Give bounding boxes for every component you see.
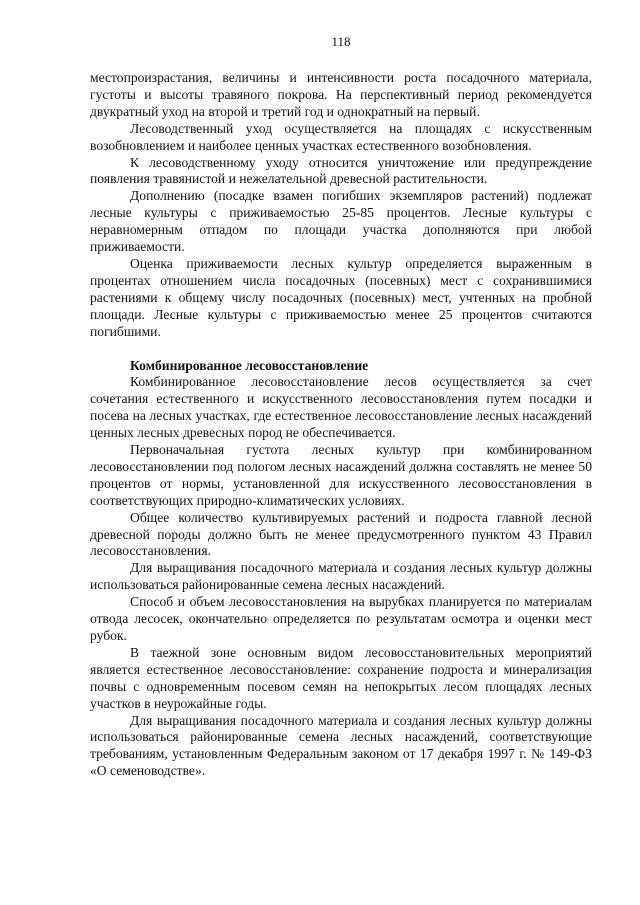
paragraph: Способ и объем лесовосстановления на вырубках планируется по материалам отвода лесосек, окончательно определяется по результатам осмотра и оценки мест рубок. [90,594,592,643]
paragraph: Для выращивания посадочного материала и создания лесных культур должны использоваться районированные семена лесных насаждений. [90,560,592,593]
paragraph: Для выращивания посадочного материала и создания лесных культур должны использоваться районированные семена лесных насаждений, соответствующие требованиям, установленным Федеральным законом от 17 декабря 1997 г. № 149-ФЗ «О семеноводстве». [90,712,592,779]
paragraph: Первоначальная густота лесных культур при комбинированном лесовосстановлении под пологом лесных насаждений должна составлять не менее 50 процентов от нормы, установленной для искусственного лесовосстановления в соответствующих природно-климатических условиях. [90,442,592,508]
document-body [90,70,592,780]
paragraph: Оценка приживаемости лесных культур определяется выраженным в процентах отношением числа посадочных (посевных) мест с сохранившимися растениями к общему числу посадочных (посевных) мест, учтенных на пробной площади. Лесные культуры с приживаемостью менее 25 процентов считаются погибшими. [90,255,592,339]
paragraph: Общее количество культивируемых растений и подроста главной лесной древесной породы должно быть не менее предусмотренного пунктом 43 Правил лесовосстановления. [90,509,592,559]
paragraph: К лесоводственному уходу относится уничтожение или предупреждение появления травянистой и нежелательной древесной растительности. [90,154,592,187]
paragraph: В таежной зоне основным видом лесовосстановительных мероприятий является естественное лесовосстановление: сохранение подроста и минерализация почвы с одновременным посевом семян на непокрытых лесом площадях лесных участков в неурожайные годы. [90,644,592,711]
paragraph: Лесоводственный уход осуществляется на площадях с искусственным возобновлением и наиболее ценных участках естественного возобновления. [90,120,592,153]
paragraph-continuation: местопроизрастания, величины и интенсивности роста посадочного материала, густоты и высоты травяного покрова. На перспективный период рекомендуется двукратный уход на второй и третий год и однократный на первый. [90,70,592,119]
page-number: 118 [331,34,351,49]
section-heading: Комбинированное лесовосстановление [130,357,369,373]
paragraph: Дополнению (посадке взамен погибших экземпляров растений) подлежат лесные культуры с приживаемостью 25-85 процентов. Лесные культуры с неравномерным отпадом по площади участка дополняются при любой приживаемости. [90,188,592,255]
paragraph: Комбинированное лесовосстановление лесов осуществляется за счет сочетания естественного и искусственного лесовосстановления путем посадки и посева на лесных участках, где естественное лесовосстановление лесных насаждений ценных лесных древесных пород не обеспечивается. [90,374,592,441]
section-spacer [90,341,592,358]
